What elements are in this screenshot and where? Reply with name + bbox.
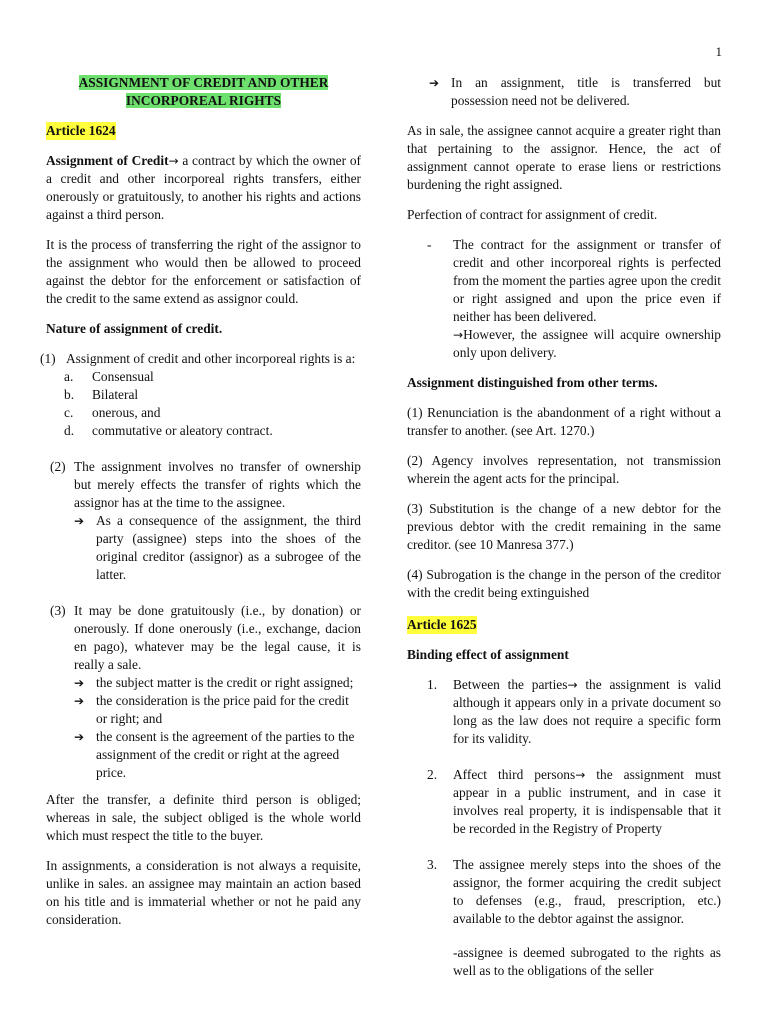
perfection-heading: Perfection of contract for assignment of credit. [407, 207, 658, 222]
after-transfer-paragraph: After the transfer, a definite third person is obliged; whereas in sale, the subject obliged is the whole world which must respect the title to the buyer. [46, 792, 361, 843]
nature-sub-item: c. onerous, and [64, 405, 161, 420]
article-1625-heading: Article 1625 [407, 617, 477, 632]
nature-item-1: (1) Assignment of credit and other incorporeal rights is a: [40, 351, 356, 366]
arrow-icon: ➔ [74, 694, 85, 708]
perfection-item: - The contract for the assignment or transfer of credit and other incorporeal rights is perfected from the moment the parties agree upon the credit or right assigned and upon the price even if neither has been delivered. [427, 237, 721, 324]
consideration-paragraph: In assignments, a consideration is not always a requisite, unlike in sales. an assignee may maintain an action based on his title and is immaterial whether or not he paid any consideration. [46, 858, 361, 927]
document-title [46, 74, 361, 110]
distinguished-term: (2) Agency involves representation, not transmission wherein the agent acts for the principal. [407, 453, 721, 486]
distinguished-terms [407, 404, 721, 602]
title-line-1: ASSIGNMENT OF CREDIT AND OTHER [78, 75, 329, 90]
binding-item-3: 3. The assignee merely steps into the shoes of the assignor, the former acquiring the credit subject to defenses (e.g., fraud, prescription, etc.) available to the debtor against the assignor. [427, 857, 721, 926]
arrow-icon: ➔ [74, 514, 85, 528]
nature-sub-item: b. Bilateral [64, 387, 139, 402]
assignment-definition [46, 152, 361, 224]
binding-heading: Binding effect of assignment [407, 647, 569, 662]
nature-item-3: (3) It may be done gratuitously (i.e., by donation) or onerously. If done onerously (i.e., exchange, dacion en pago), whatever may be the legal cause, it is really a sale. [50, 603, 361, 672]
nature-item-3-arrows [46, 674, 361, 782]
nature-item-2: (2) The assignment involves no transfer of ownership but merely effects the transfer of rights which the assignor has at the time to the assignee. [50, 459, 361, 510]
arrow-icon: ➔ [74, 730, 85, 744]
distinguished-term: (4) Subrogation is the change in the person of the creditor with the credit being extinguished [407, 567, 721, 600]
nature-sub-item: d. commutative or aleatory contract. [64, 423, 273, 438]
page-number: 1 [715, 44, 722, 59]
nature-item-2-arrow: ➔ As a consequence of the assignment, the third party (assignee) steps into the shoes of the original creditor (assignor) as a subrogee of the latter. [74, 513, 361, 582]
right-column [407, 74, 721, 980]
distinguished-heading: Assignment distinguished from other terms. [407, 375, 658, 390]
nature-sub-list [46, 368, 361, 440]
binding-item-3-note: -assignee is deemed subrogated to the rights as well as to the obligations of the seller [453, 945, 721, 978]
binding-item-2: 2. Affect third persons→ the assignment must appear in a public instrument, and in case it involves real property, it is indispensable that it be recorded in the Registry of Property [427, 767, 721, 836]
distinguished-term: (1) Renunciation is the abandonment of a right without a transfer to another. (see Art. 1270.) [407, 405, 721, 438]
arrow-icon: → [168, 154, 179, 168]
nature-heading: Nature of assignment of credit. [46, 321, 223, 336]
title-line-2: INCORPOREAL RIGHTS [125, 93, 282, 108]
nature-item-3-arrow-point: ➔ the subject matter is the credit or right assigned; [74, 675, 354, 690]
article-1624-heading: Article 1624 [46, 123, 116, 138]
left-column [40, 74, 361, 929]
nature-item-3-arrow-point: ➔ the consideration is the price paid for the credit or right; and [74, 693, 349, 726]
process-paragraph: It is the process of transferring the right of the assignor to the assignment who would then be allowed to proceed against the debtor for the enforcement or satisfaction of the credit to the same extend as assignor could. [46, 237, 361, 306]
definition-term: Assignment of Credit [46, 153, 169, 168]
nature-item-3-arrow-point: ➔ the consent is the agreement of the parties to the assignment of the credit or right at the agreed price. [74, 729, 355, 780]
distinguished-term: (3) Substitution is the change of a new debtor for the previous debtor with the credit remaining in the same creditor. (see 10 Manresa 377.) [407, 501, 721, 552]
arrow-icon: → [575, 768, 586, 782]
arrow-icon: ➔ [429, 76, 440, 90]
as-in-sale-paragraph: As in sale, the assignee cannot acquire a greater right than that pertaining to the assignor. Hence, the act of assignment cannot operate to erase liens or restrictions burdening the right assigned. [407, 123, 721, 192]
definition-text: a contract by which the owner of a credit and other incorporeal rights transfers, either onerously or gratuitously, to another his rights and actions against a third person. [46, 153, 361, 222]
arrow-icon: ➔ [74, 676, 85, 690]
nature-sub-item: a. Consensual [64, 369, 154, 384]
arrow-icon: → [453, 328, 464, 342]
however-note: →However, the assignee will acquire ownership only upon delivery. [453, 327, 721, 360]
arrow-icon: → [567, 678, 578, 692]
title-transfer-note: ➔ In an assignment, title is transferred but possession need not be delivered. [429, 75, 721, 108]
binding-item-1: 1. Between the parties→ the assignment is valid although it appears only in a private document so long as the law does not require a specific form for its validity. [427, 677, 721, 746]
